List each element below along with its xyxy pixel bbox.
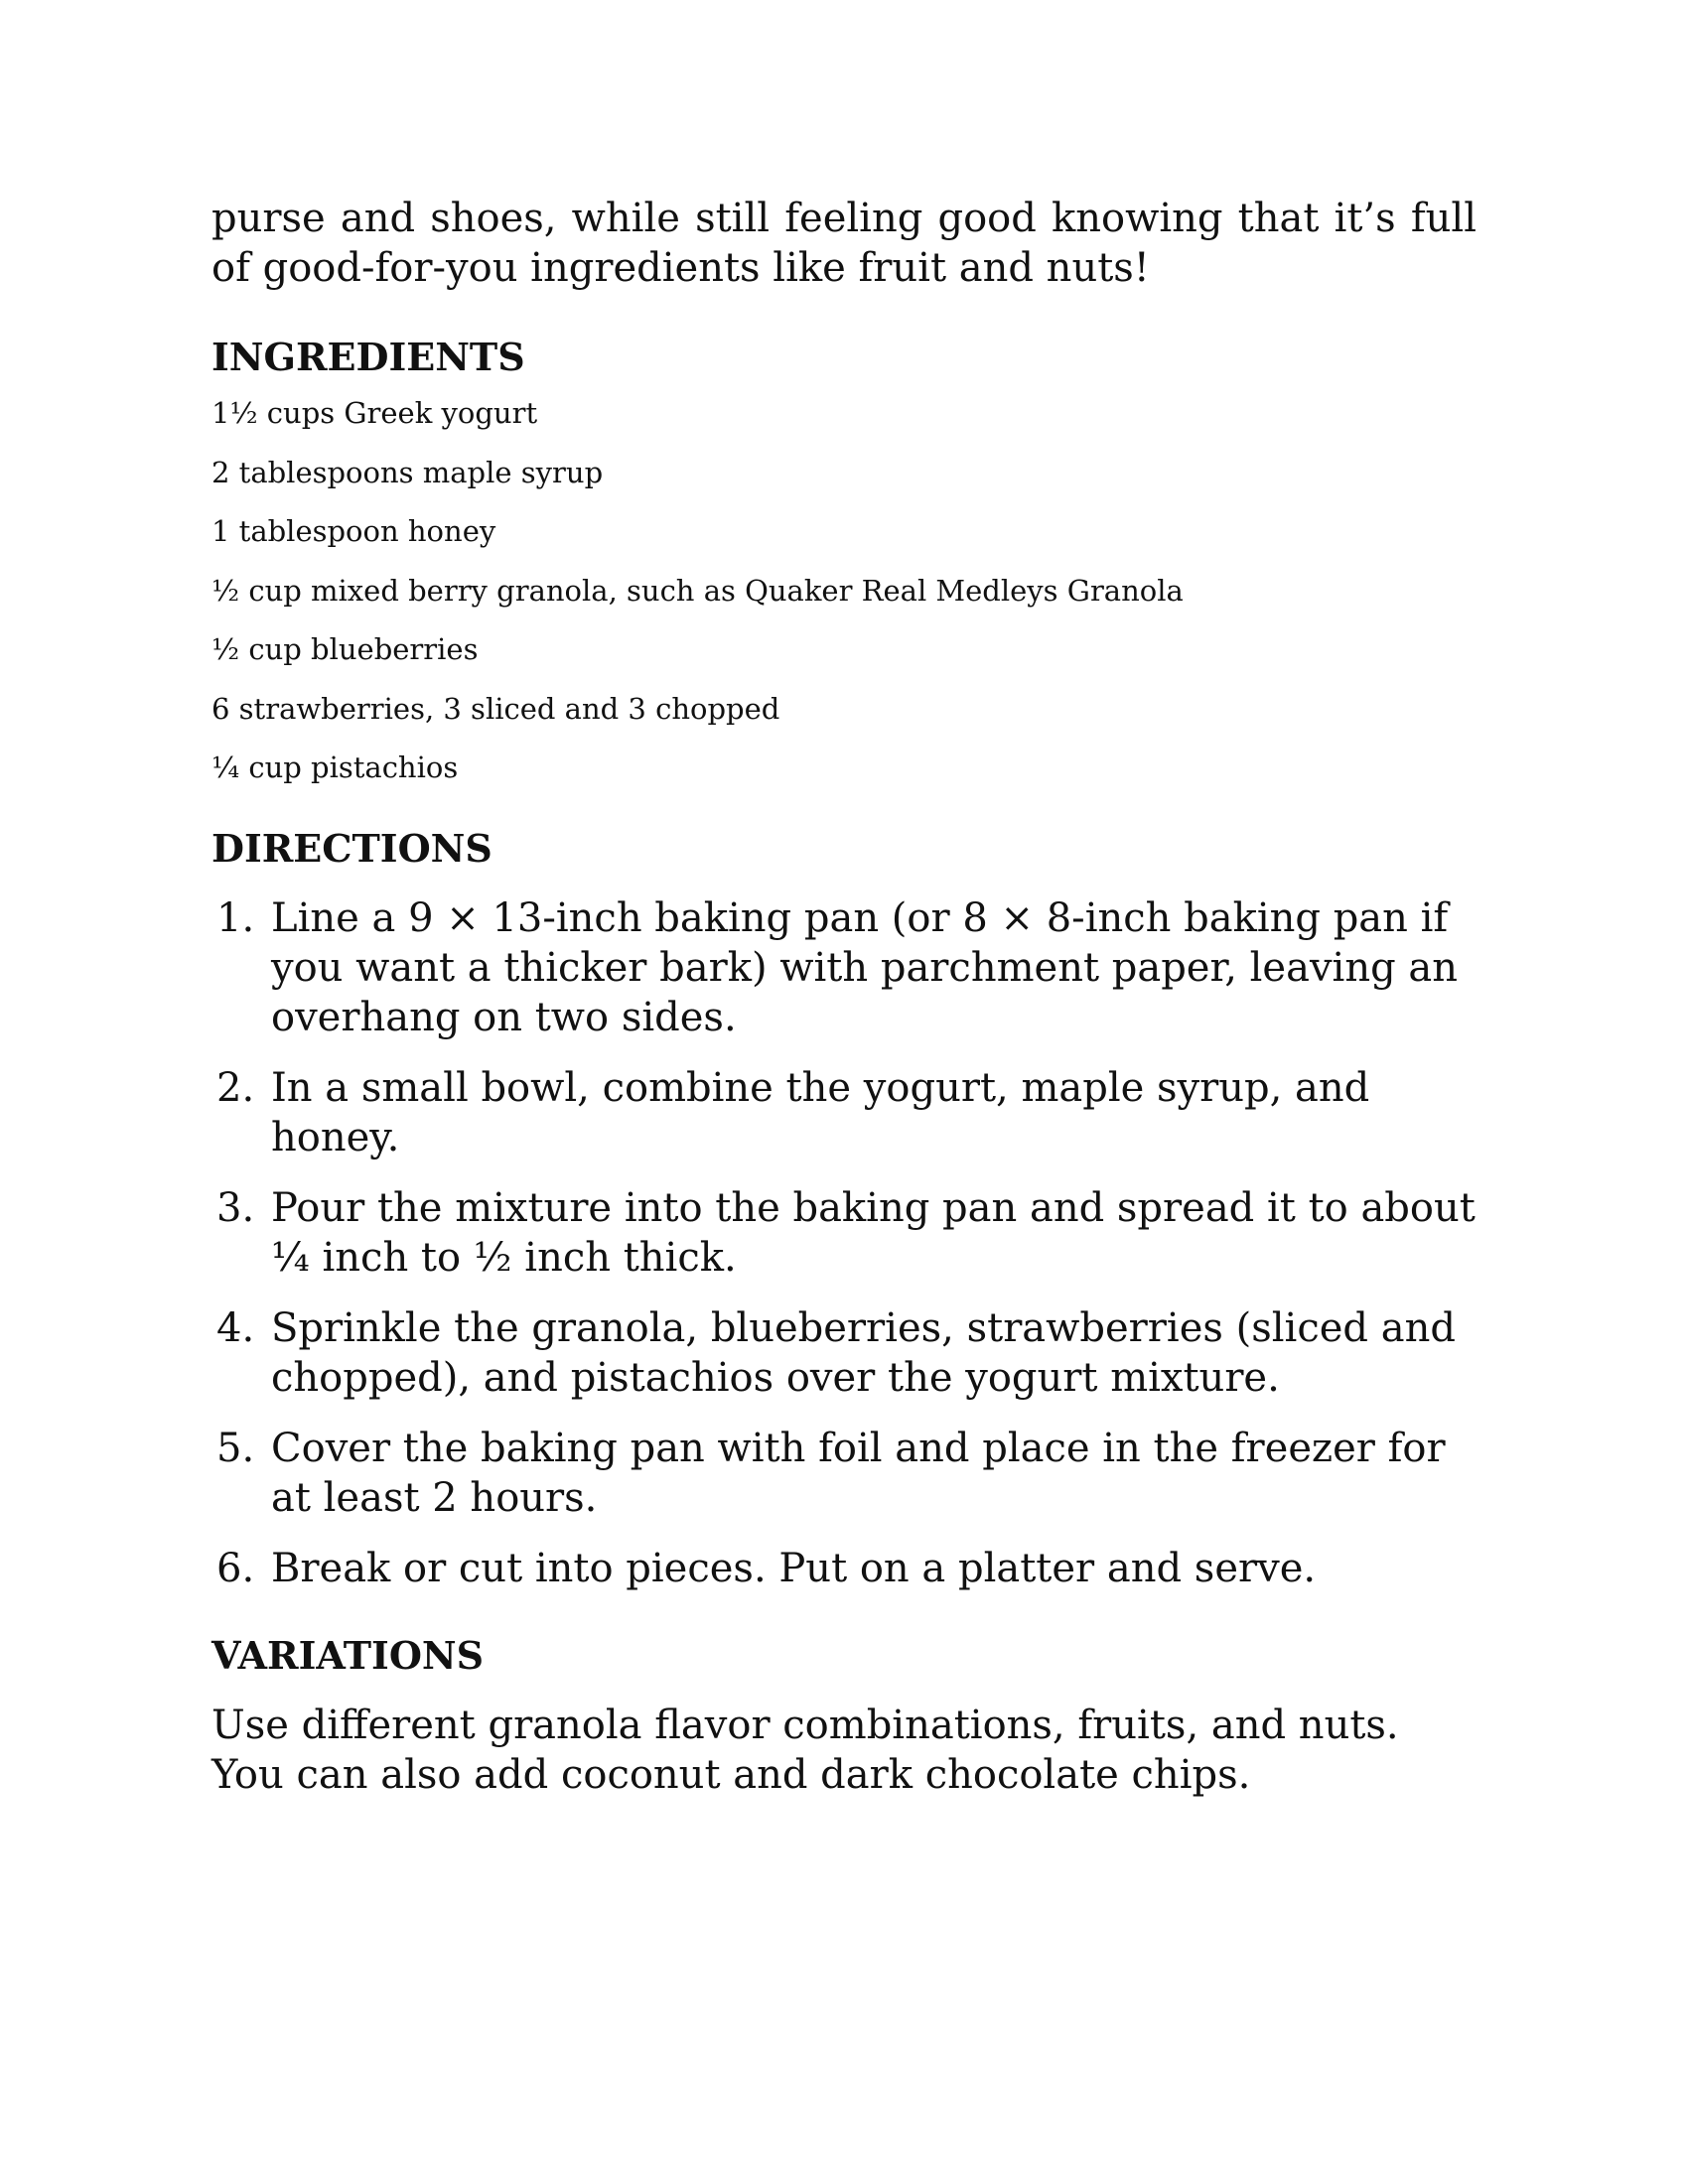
step-number: 5. <box>216 1426 255 1471</box>
direction-step <box>211 1303 1477 1403</box>
recipe-page <box>211 194 1477 1800</box>
directions-heading: DIRECTIONS <box>211 826 492 871</box>
variations-heading: VARIATIONS <box>211 1633 485 1678</box>
ingredient-item: ½ cup blueberries <box>211 632 479 666</box>
direction-step <box>211 1544 1477 1593</box>
step-text: Sprinkle the granola, blueberries, strawberries (sliced and chopped), and pistachios over the yogurt mixture. <box>271 1305 1456 1401</box>
step-text: In a small bowl, combine the yogurt, maple syrup, and honey. <box>271 1065 1370 1160</box>
direction-step <box>211 1424 1477 1523</box>
ingredient-item: ½ cup mixed berry granola, such as Quaker Real Medleys Granola <box>211 573 1184 608</box>
direction-step <box>211 893 1477 1042</box>
ingredient-item: 1 tablespoon honey <box>211 514 496 548</box>
step-text: Pour the mixture into the baking pan and spread it to about ¼ inch to ½ inch thick. <box>271 1185 1476 1281</box>
ingredients-list <box>211 393 1477 787</box>
ingredient-item: 6 strawberries, 3 sliced and 3 chopped <box>211 691 780 726</box>
ingredient-item: ¼ cup pistachios <box>211 751 459 784</box>
intro-paragraph: purse and shoes, while still feeling good knowing that it’s full of good-for-you ingredients like fruit and nuts! <box>211 196 1477 291</box>
step-number: 2. <box>216 1065 255 1111</box>
variations-paragraph: Use different granola flavor combinations, fruits, and nuts. You can also add coconut and dark chocolate chips. <box>211 1703 1399 1798</box>
direction-step <box>211 1183 1477 1283</box>
ingredients-heading: INGREDIENTS <box>211 335 525 379</box>
ingredient-item: 2 tablespoons maple syrup <box>211 455 604 489</box>
step-number: 1. <box>216 895 255 941</box>
ingredient-item: 1½ cups Greek yogurt <box>211 396 538 430</box>
step-number: 4. <box>216 1305 255 1351</box>
step-number: 6. <box>216 1546 255 1591</box>
step-text: Line a 9 × 13-inch baking pan (or 8 × 8-inch baking pan if you want a thicker bark) with parchment paper, leaving an overhang on two sides. <box>271 895 1459 1040</box>
directions-list <box>211 893 1477 1593</box>
step-number: 3. <box>216 1185 255 1231</box>
step-text: Cover the baking pan with foil and place in the freezer for at least 2 hours. <box>271 1426 1446 1521</box>
step-text: Break or cut into pieces. Put on a platter and serve. <box>271 1546 1317 1591</box>
direction-step <box>211 1063 1477 1162</box>
